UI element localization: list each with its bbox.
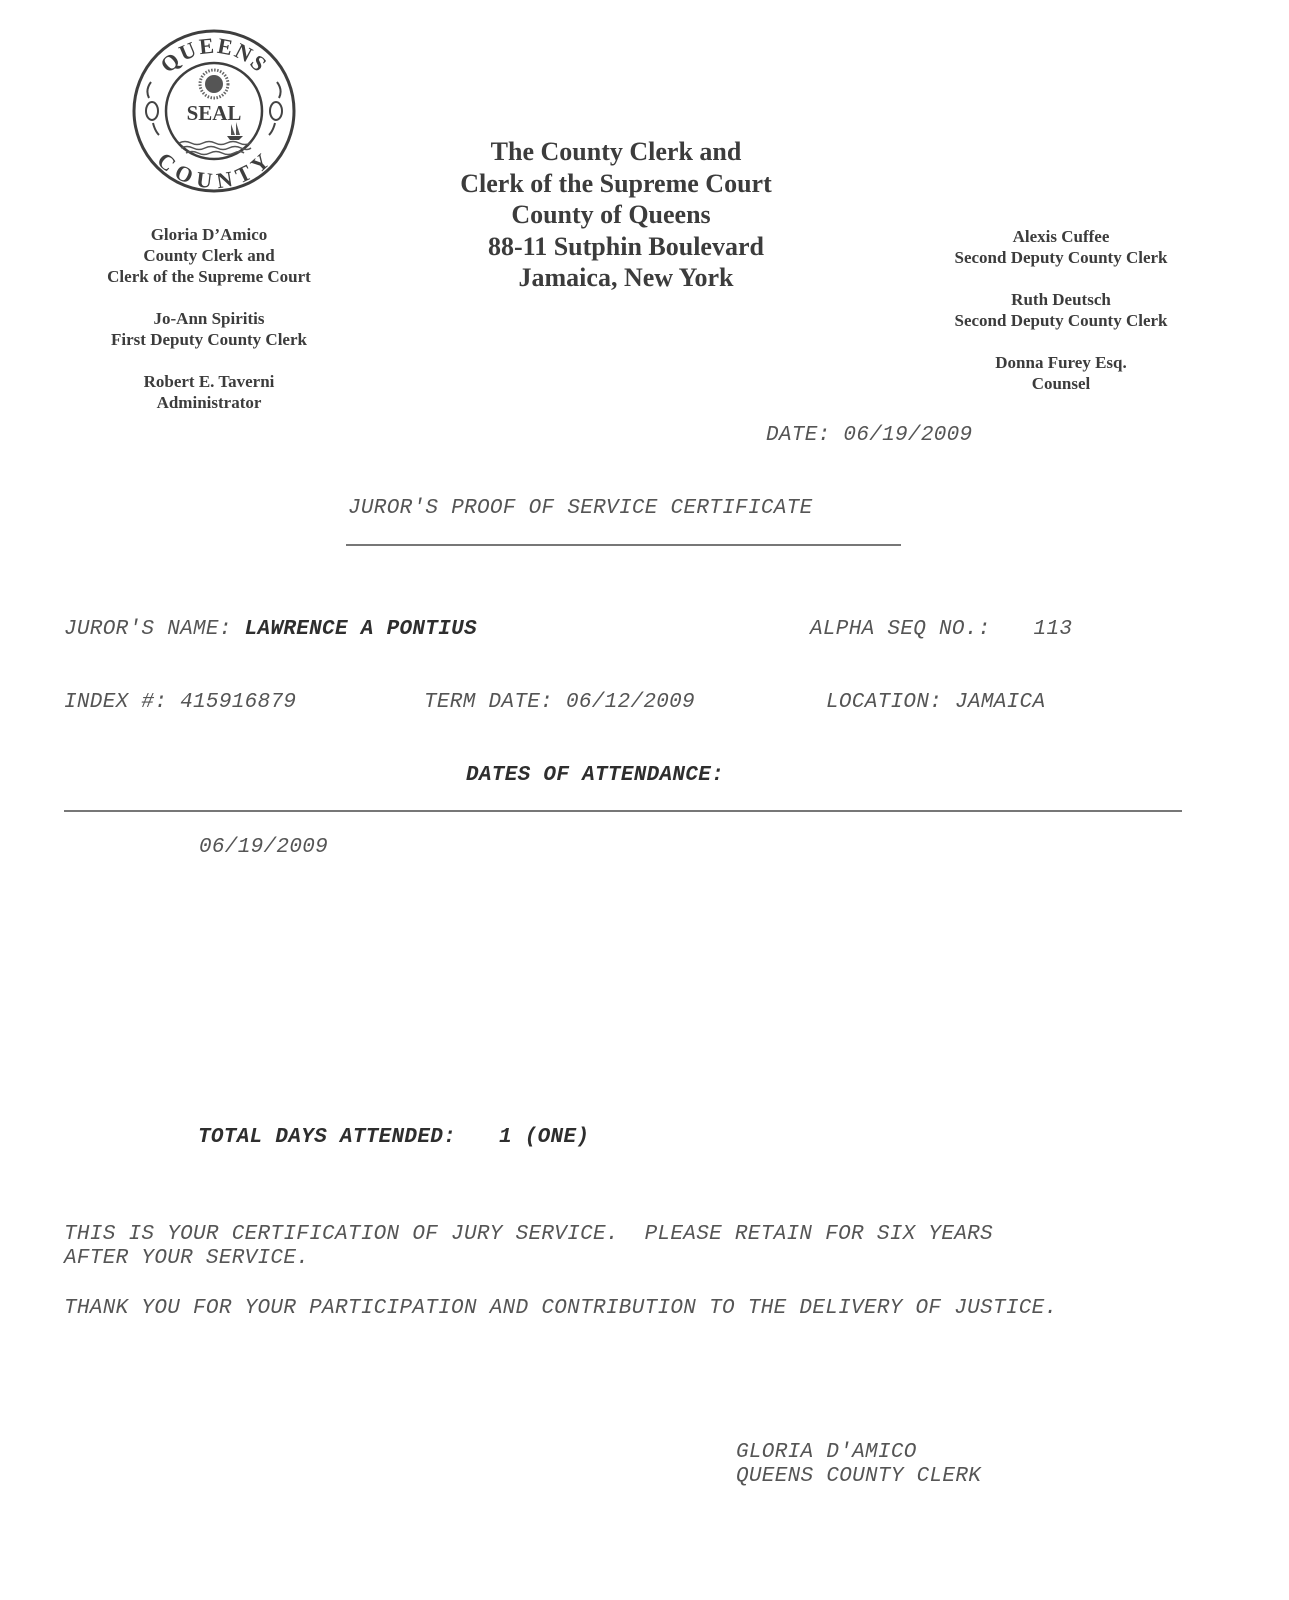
certificate-title: JUROR'S PROOF OF SERVICE CERTIFICATE [348,497,813,520]
alpha-seq-field [810,618,1072,641]
staff-title: Clerk of the Supreme Court [107,267,311,286]
location-field [826,691,1045,714]
staff-name: Jo-Ann Spiritis [153,309,265,328]
staff-second-deputy-2 [935,289,1187,331]
staff-title: Counsel [1031,374,1091,393]
signature-name: GLORIA D'AMICO [736,1441,917,1464]
letterhead-line: The County Clerk and [490,137,742,166]
staff-title: Second Deputy County Clerk [954,311,1168,330]
svg-text:SEAL: SEAL [186,101,242,125]
staff-name: Gloria D’Amico [150,225,268,244]
letterhead-line: Clerk of the Supreme Court [460,168,772,198]
letterhead-line: County of Queens [511,200,711,229]
notice-line: AFTER YOUR SERVICE. [64,1247,310,1270]
index-label: INDEX #: [64,691,168,714]
date-label: DATE: [766,424,831,447]
letterhead [456,136,796,294]
dates-of-attendance-heading: DATES OF ATTENDANCE: [466,764,725,787]
queens-county-seal [131,28,297,194]
total-days-field [198,1126,589,1149]
staff-administrator [88,371,330,413]
staff-county-clerk [88,224,330,287]
staff-title: First Deputy County Clerk [111,330,307,349]
location-label: LOCATION: [826,691,943,714]
retention-notice [64,1223,993,1271]
total-days-value: 1 (ONE) [498,1126,590,1149]
certificate-date [766,424,972,447]
staff-title: Administrator [156,393,262,412]
notice-line: THIS IS YOUR CERTIFICATION OF JURY SERVICE. PLEASE RETAIN FOR SIX YEARS [64,1223,993,1246]
svg-text:QUEENS: QUEENS [155,32,274,78]
total-days-label: TOTAL DAYS ATTENDED: [198,1126,457,1149]
staff-counsel [935,352,1187,394]
staff-first-deputy [88,308,330,350]
term-date-field [424,691,695,714]
staff-name: Donna Furey Esq. [995,353,1127,372]
juror-name-label: JUROR'S NAME: [64,618,232,641]
attendance-rule [64,810,1182,812]
juror-name-value: LAWRENCE A PONTIUS [244,618,477,641]
term-date-value: 06/12/2009 [565,691,695,714]
alpha-seq-label: ALPHA SEQ NO.: [810,618,991,641]
index-field [64,691,296,714]
staff-name: Robert E. Taverni [143,372,275,391]
term-date-label: TERM DATE: [424,691,554,714]
index-value: 415916879 [180,691,297,714]
svg-text:COUNTY: COUNTY [152,147,276,194]
staff-name: Alexis Cuffee [1012,227,1110,246]
alpha-seq-value: 113 [1033,618,1073,641]
staff-title: County Clerk and [143,246,275,265]
signature-block [736,1441,981,1489]
staff-second-deputy-1 [935,226,1187,268]
thank-you-message: THANK YOU FOR YOUR PARTICIPATION AND CONTRIBUTION TO THE DELIVERY OF JUSTICE. [64,1297,1058,1320]
staff-title: Second Deputy County Clerk [954,248,1168,267]
left-staff-list [88,224,330,434]
staff-name: Ruth Deutsch [1011,290,1111,309]
letterhead-line: Jamaica, New York [518,263,734,292]
location-value: JAMAICA [955,691,1046,714]
seal-emblem-icon [131,28,297,194]
letterhead-line: 88-11 Sutphin Boulevard [488,231,764,261]
right-staff-list [935,226,1187,415]
juror-name-field [64,618,477,641]
attendance-date: 06/19/2009 [199,836,329,859]
title-underline [346,544,901,546]
date-value: 06/19/2009 [843,424,973,447]
signature-title: QUEENS COUNTY CLERK [736,1465,982,1488]
